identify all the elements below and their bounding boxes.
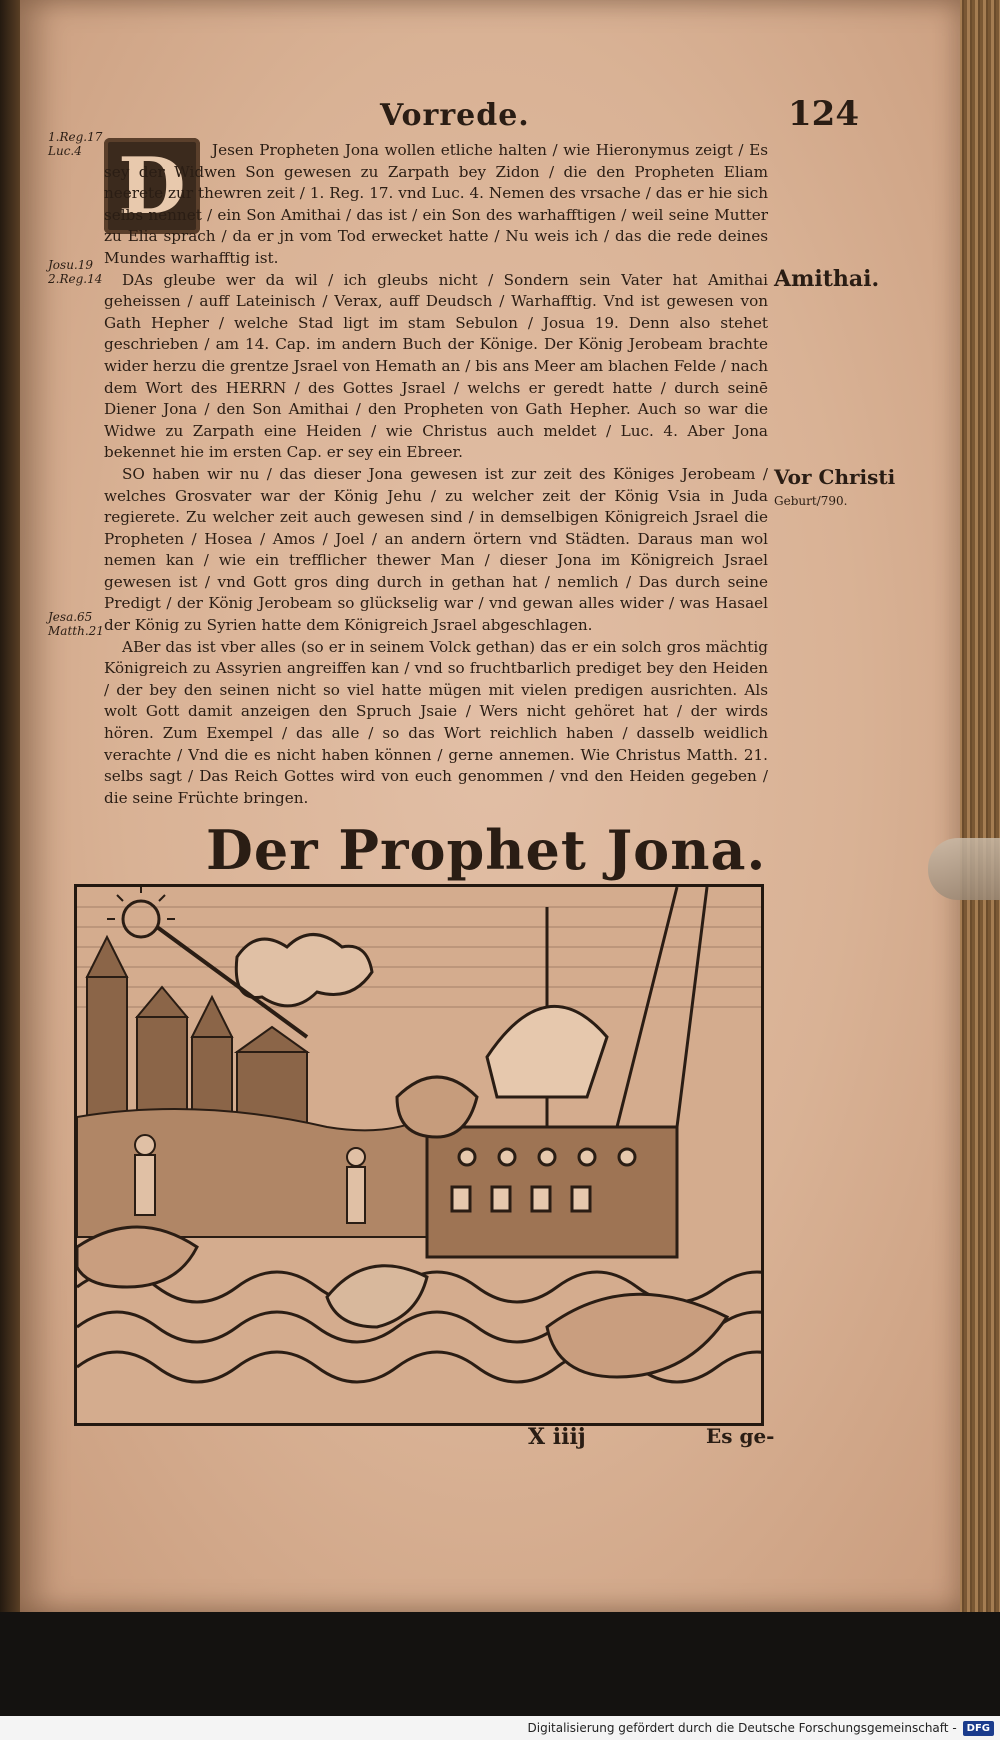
- margin-note-keyword: Amithai.: [774, 266, 880, 292]
- funding-credit: Digitalisierung gefördert durch die Deutsche Forschungsgemeinschaft -: [527, 1721, 957, 1735]
- margin-note-reference: 1.Reg.17 Luc.4: [48, 130, 103, 158]
- margin-note-reference: Jesa.65 Matth.21: [48, 610, 104, 638]
- paragraph-2: DAs gleube wer da wil / ich gleubs nicht / Sondern sein Vater hat Amithai geheissen / auff Lateinisch / Verax, auff Deudsch / Warhafftig. Vnd ist gewesen von Gath Hepher / welche Stad ligt im stam Sebulon / Josua 19. Denn also stehet geschrieben / am 14. Cap. im andern Buch der Könige. Der König Jerobeam brachte wider herzu die grentze Jsrael von Hemath an / bis ans Meer am blachen Felde / nach dem Wort des HERRN / des Gottes Jsrael / welchs er geredt hatte / durch seinē Diener Jona / den Son Amithai / den Propheten von Gath Hepher. Auch so war die Widwe zu Zarpath eine Heiden / wie Christus auch meldet / Luc. 4. Aber Jona bekennet hie im ersten Cap. er sey ein Ebreer.: [104, 270, 768, 462]
- running-head: Vorrede.: [380, 98, 530, 133]
- signature-mark: X iiij: [528, 1424, 586, 1450]
- paragraph-3: SO haben wir nu / das dieser Jona gewesen ist zur zeit des Königes Jerobeam / welches Grosvater war der König Jehu / zu welcher zeit der König Vsia in Juda regierete. Zu welcher zeit auch gewesen sind / in demselbigen Königreich Jsrael die Propheten / Hosea / Amos / Joel / an andern örtern vnd Städten. Daraus man wol nemen kan / wie ein trefflicher thewer Man / dieser Jona im Königreich Jsrael gewesen ist / vnd Gott gros ding durch in gethan hat / nemlich / Das durch seine Predigt / der König Jerobeam so glückselig war / vnd gewan alles wider / was Hasael der König zu Syrien hatte dem Königreich Jsrael abgeschlagen.: [104, 464, 768, 635]
- decorated-initial: D: [104, 138, 200, 234]
- book-page: [20, 0, 960, 1612]
- catchword: Es ge-: [706, 1424, 775, 1448]
- margin-note-date: Vor Christi: [774, 465, 896, 489]
- woodcut-illustration: [74, 884, 764, 1426]
- woodcut-jonah-ship-whale-icon: [77, 887, 761, 1423]
- page-number: 124: [788, 94, 859, 134]
- margin-note-reference: Josu.19 2.Reg.14: [48, 258, 103, 286]
- margin-note-date-year: Geburt/790.: [774, 494, 848, 508]
- paragraph-1: Jesen Propheten Jona wollen etliche halten / wie Hieronymus zeigt / Es sey der Widwen Son gewesen zu Zarpath bey Zidon / die den Propheten Eliam neerete zur thewren zeit / 1. Reg. 17. vnd Luc. 4. Nemen des vrsache / das er hie sich selbs nennet / ein Son Amithai / das ist / ein Son des warhafftigen / weil seine Mutter zu Elia sprach / da er jn vom Tod erwecket hatte / Nu weis ich / das die rede deines Mundes warhafftig ist.: [104, 141, 768, 267]
- page-clip: [928, 838, 1000, 900]
- paragraph-4: ABer das ist vber alles (so er in seinem Volck gethan) das er ein solch gros mächtig Königreich zu Assyrien angreiffen kan / vnd so fruchtbarlich prediget bey den Heiden / der bey den seinen nicht so viel hatte mügen mit vielen predigen ausrichten. Als wolt Gott damit anzeigen den Spruch Jsaie / Wers nicht gehöret hat / der wirds hören. Zum Exempel / das alle / so das Wort reichlich haben / dasselb weidlich verachte / Vnd die es nicht haben können / gerne annemen. Wie Christus Matth. 21. selbs sagt / Das Reich Gottes wird von euch genommen / vnd den Heiden gegeben / die seine Früchte bringen.: [104, 637, 768, 807]
- viewer-footer: [0, 1716, 1000, 1740]
- preface-text: [104, 140, 768, 809]
- dfg-logo-icon[interactable]: DFG: [963, 1721, 994, 1736]
- section-title: Der Prophet Jona.: [206, 818, 767, 882]
